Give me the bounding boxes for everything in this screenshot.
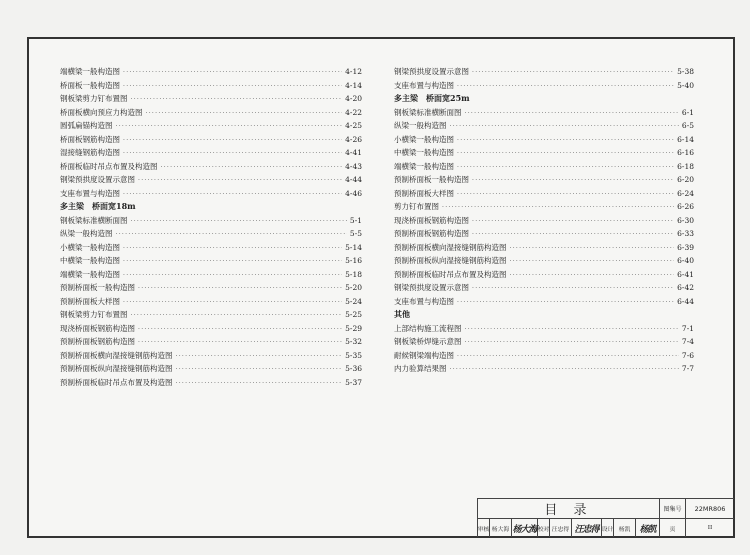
signature-row	[478, 519, 734, 537]
toc-entry	[60, 376, 362, 390]
dot-leader	[465, 107, 679, 121]
toc-entry	[60, 214, 362, 228]
toc-entry-title: 支座布置与构造图	[394, 80, 454, 90]
toc-entry	[60, 322, 362, 336]
toc-entry-title: 钢板梁标准横断面图	[394, 107, 462, 117]
toc-entry-title: 剪力钉布置图	[394, 202, 439, 211]
toc-entry-title: 预制桥面板大样图	[60, 296, 120, 306]
toc-entry-page: 4-46	[345, 188, 362, 198]
toc-entry-title: 桥面板横向预应力构造图	[60, 107, 143, 117]
check-signature	[572, 519, 602, 537]
toc-entry-page: 5-25	[345, 310, 362, 319]
toc-entry	[60, 335, 362, 349]
toc-entry	[394, 362, 694, 376]
toc-entry	[394, 146, 694, 160]
toc-entry-page: 5-14	[345, 242, 362, 252]
toc-entry	[60, 106, 362, 120]
toc-entry	[394, 119, 694, 133]
toc-entry-title: 预制桥面板临时吊点布置及构造图	[60, 377, 173, 387]
toc-entry-title: 纵梁一般构造图	[60, 229, 113, 238]
toc-entry-page: 7-1	[681, 323, 694, 333]
toc-entry-page: 6-5	[681, 121, 694, 130]
dot-leader	[510, 255, 675, 269]
toc-entry	[60, 268, 362, 282]
toc-entry-page: 7-7	[681, 364, 694, 373]
dot-leader	[465, 336, 679, 350]
check-signature-text: 汪忠得	[574, 524, 599, 535]
dot-leader	[457, 80, 674, 94]
dot-leader	[138, 282, 342, 296]
toc-entry-title: 端横梁一般构造图	[394, 161, 454, 171]
toc-entry-title: 钢梁预拱度设置示意图	[60, 175, 135, 184]
toc-entry	[394, 241, 694, 255]
toc-entry-title: 耐候钢梁端构造图	[394, 350, 454, 360]
toc-entry-page: 6-14	[677, 134, 694, 144]
dot-leader	[123, 134, 342, 148]
toc-entry-page: 5-32	[345, 337, 362, 346]
toc-entry	[394, 254, 694, 268]
toc-entry	[394, 65, 694, 79]
toc-entry-page: 4-22	[345, 107, 362, 117]
dot-leader	[161, 161, 343, 175]
toc-entry-title: 预制桥面板纵向湿接缝钢筋构造图	[60, 364, 173, 373]
toc-entry	[394, 227, 694, 241]
toc-entry	[60, 146, 362, 160]
toc-entry-title: 中横梁一般构造图	[394, 148, 454, 157]
sheet-title: 目 录	[478, 499, 660, 519]
toc-entry-title: 支座布置与构造图	[394, 296, 454, 306]
toc-entry	[394, 322, 694, 336]
dot-leader	[116, 120, 343, 134]
toc-entry-page: 5-40	[677, 80, 694, 90]
dot-leader	[472, 174, 674, 188]
toc-entry-page: 6-40	[677, 256, 694, 265]
toc-entry-title: 小横梁一般构造图	[394, 134, 454, 144]
toc-entry-page: 4-26	[345, 134, 362, 144]
dot-leader	[123, 296, 342, 310]
dot-leader	[176, 377, 343, 391]
dot-leader	[510, 242, 675, 256]
toc-entry-title: 预制桥面板一般构造图	[394, 175, 469, 184]
check-name: 汪忠得	[550, 519, 572, 537]
toc-entry	[60, 119, 362, 133]
toc-entry-title: 钢板梁标准横断面图	[60, 215, 128, 225]
dot-leader	[510, 269, 675, 283]
toc-entry-page: 4-43	[345, 161, 362, 171]
design-label: 设计	[602, 519, 614, 537]
toc-entry-page: 5-1	[349, 215, 362, 225]
toc-entry-title: 其他	[394, 309, 410, 319]
dot-leader	[123, 66, 342, 80]
dot-leader	[457, 147, 674, 161]
toc-entry-title: 支座布置与构造图	[60, 188, 120, 198]
review-signature-text: 杨大海	[512, 524, 537, 535]
toc-entry-title: 纵梁一般构造图	[394, 121, 447, 130]
toc-entry	[394, 106, 694, 120]
set-number-label: 图集号	[660, 499, 686, 519]
toc-entry-page: 5-18	[345, 269, 362, 279]
toc-entry-title: 湿接缝钢筋构造图	[60, 148, 120, 157]
toc-entry-page: 6-39	[677, 242, 694, 252]
toc-entry-page: 5-29	[345, 323, 362, 333]
dot-leader	[146, 107, 343, 121]
dot-leader	[450, 363, 679, 377]
toc-entry	[60, 308, 362, 322]
toc-entry-title: 预制桥面板大样图	[394, 188, 454, 198]
toc-entry-page: 7-6	[681, 350, 694, 360]
toc-entry-page: 5-37	[345, 377, 362, 387]
title-block	[477, 498, 734, 537]
dot-leader	[450, 120, 679, 134]
toc-entry-title: 现浇桥面板钢筋构造图	[60, 323, 135, 333]
toc-entry-title: 预制桥面板一般构造图	[60, 283, 135, 292]
check-label: 校对	[538, 519, 550, 537]
toc-entry-title: 预制桥面板横向湿接缝钢筋构造图	[394, 242, 507, 252]
toc-section-heading	[394, 92, 694, 106]
toc-left-column	[60, 65, 362, 389]
toc-entry	[60, 79, 362, 93]
dot-leader	[472, 215, 674, 229]
toc-entry	[394, 160, 694, 174]
toc-entry-title: 多主梁 桥面宽25m	[394, 93, 470, 103]
toc-entry	[60, 173, 362, 187]
toc-entry-title: 桥面板临时吊点布置及构造图	[60, 161, 158, 171]
toc-entry-page: 5-36	[345, 364, 362, 373]
toc-entry-page: 6-24	[677, 188, 694, 198]
toc-entry-page: 6-41	[677, 269, 694, 279]
toc-right-column	[394, 65, 694, 376]
toc-entry	[394, 214, 694, 228]
toc-entry-title: 现浇桥面板钢筋构造图	[394, 215, 469, 225]
toc-entry-title: 预制桥面板临时吊点布置及构造图	[394, 269, 507, 279]
toc-entry-title: 小横梁一般构造图	[60, 242, 120, 252]
toc-entry-page: 6-16	[677, 148, 694, 157]
toc-entry-page: 6-44	[677, 296, 694, 306]
toc-entry-title: 上部结构施工流程图	[394, 323, 462, 333]
toc-section-heading	[60, 200, 362, 214]
toc-entry	[60, 133, 362, 147]
dot-leader	[138, 174, 342, 188]
toc-section-heading	[394, 308, 694, 322]
dot-leader	[457, 350, 679, 364]
dot-leader	[176, 350, 343, 364]
toc-entry-page: 4-41	[345, 148, 362, 157]
toc-entry	[60, 65, 362, 79]
toc-entry-page: 5-35	[345, 350, 362, 360]
dot-leader	[116, 228, 347, 242]
toc-entry-title: 预制桥面板钢筋构造图	[394, 229, 469, 238]
toc-entry-page: 4-12	[345, 67, 362, 76]
dot-leader	[465, 323, 679, 337]
dot-leader	[457, 188, 674, 202]
set-number: 22MR806	[686, 499, 734, 519]
toc-entry-page: 4-20	[345, 94, 362, 103]
toc-entry-title: 预制桥面板钢筋构造图	[60, 337, 135, 346]
toc-entry	[60, 160, 362, 174]
toc-entry-page: 6-33	[677, 229, 694, 238]
toc-entry	[394, 173, 694, 187]
toc-entry-title: 钢梁预拱度设置示意图	[394, 67, 469, 76]
dot-leader	[123, 269, 342, 283]
toc-entry	[394, 335, 694, 349]
dot-leader	[457, 134, 674, 148]
toc-entry-page: 6-18	[677, 161, 694, 171]
toc-entry-title: 圆弧扁锚构造图	[60, 121, 113, 130]
toc-entry	[60, 349, 362, 363]
toc-entry	[60, 187, 362, 201]
toc-entry-title: 端横梁一般构造图	[60, 67, 120, 76]
review-name: 杨大海	[490, 519, 512, 537]
toc-entry-page: 6-1	[681, 107, 694, 117]
dot-leader	[472, 228, 674, 242]
dot-leader	[123, 255, 342, 269]
toc-entry-page: 5-20	[345, 283, 362, 292]
toc-entry-title: 钢板梁桥焊缝示意图	[394, 337, 462, 346]
toc-entry	[60, 281, 362, 295]
toc-entry	[60, 254, 362, 268]
toc-entry-title: 钢梁预拱度设置示意图	[394, 283, 469, 292]
dot-leader	[138, 323, 342, 337]
toc-entry-title: 预制桥面板横向湿接缝钢筋构造图	[60, 350, 173, 360]
toc-entry	[394, 295, 694, 309]
toc-entry-page: 6-20	[677, 175, 694, 184]
toc-entry-page: 4-25	[345, 121, 362, 130]
toc-entry	[394, 133, 694, 147]
toc-entry	[60, 227, 362, 241]
toc-entry-page: 6-30	[677, 215, 694, 225]
toc-entry-title: 桥面板一般构造图	[60, 80, 120, 90]
toc-entry-page: 6-42	[677, 283, 694, 292]
toc-entry-title: 多主梁 桥面宽18m	[60, 201, 136, 211]
toc-entry-page: 6-26	[677, 202, 694, 211]
toc-entry-title: 桥面板钢筋构造图	[60, 134, 120, 144]
toc-entry	[60, 295, 362, 309]
toc-entry	[60, 362, 362, 376]
toc-entry	[394, 79, 694, 93]
dot-leader	[131, 309, 343, 323]
dot-leader	[131, 93, 343, 107]
review-label: 审核	[478, 519, 490, 537]
review-signature	[512, 519, 538, 537]
toc-entry-title: 中横梁一般构造图	[60, 256, 120, 265]
dot-leader	[472, 282, 674, 296]
toc-entry-page: 5-5	[349, 229, 362, 238]
toc-entry-title: 钢板梁剪力钉布置图	[60, 94, 128, 103]
toc-entry	[394, 200, 694, 214]
toc-entry-title: 内力验算结果图	[394, 364, 447, 373]
design-name: 杨凯	[614, 519, 636, 537]
toc-entry-page: 5-38	[677, 67, 694, 76]
toc-entry	[60, 241, 362, 255]
dot-leader	[123, 188, 342, 202]
page-label: 页	[660, 519, 686, 537]
toc-entry-page: 4-44	[345, 175, 362, 184]
page-value: II	[707, 525, 713, 531]
toc-entry-page: 5-16	[345, 256, 362, 265]
toc-entry	[394, 349, 694, 363]
toc-entry	[394, 187, 694, 201]
toc-entry	[394, 268, 694, 282]
dot-leader	[457, 161, 674, 175]
dot-leader	[131, 215, 347, 229]
dot-leader	[472, 66, 674, 80]
dot-leader	[457, 296, 674, 310]
toc-entry-title: 预制桥面板纵向湿接缝钢筋构造图	[394, 256, 507, 265]
toc-entry-page: 5-24	[345, 296, 362, 306]
toc-entry	[394, 281, 694, 295]
design-signature	[636, 519, 660, 537]
dot-leader	[176, 363, 343, 377]
toc-entry	[60, 92, 362, 106]
dot-leader	[442, 201, 674, 215]
toc-entry-title: 钢板梁剪力钉布置图	[60, 310, 128, 319]
toc-entry-title: 端横梁一般构造图	[60, 269, 120, 279]
dot-leader	[123, 242, 342, 256]
dot-leader	[123, 147, 342, 161]
dot-leader	[123, 80, 342, 94]
toc-entry-page: 7-4	[681, 337, 694, 346]
dot-leader	[138, 336, 342, 350]
toc-entry-page: 4-14	[345, 80, 362, 90]
design-signature-text: 杨凯	[639, 524, 656, 535]
